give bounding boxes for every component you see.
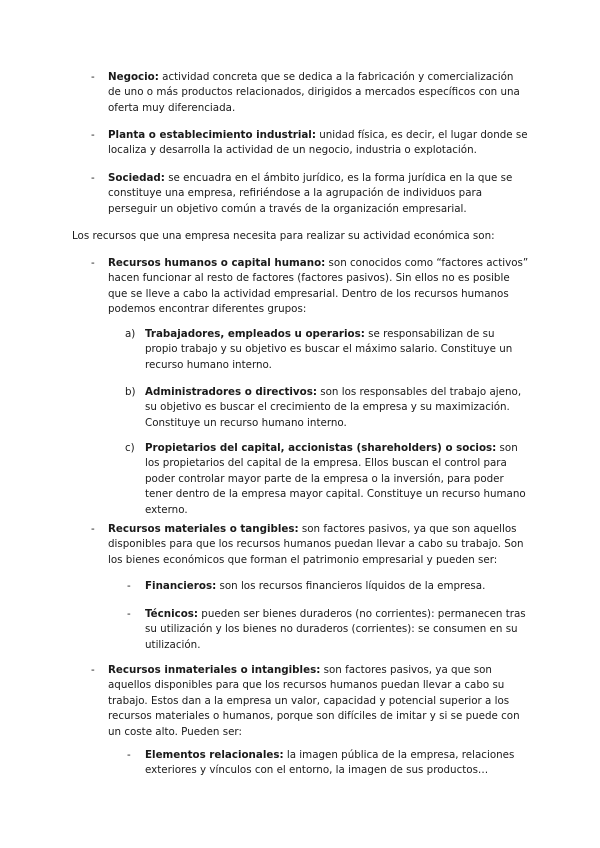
- subgroup-item: [125, 441, 530, 518]
- description: son conocidos como “factores activos” hacen funcionar al resto de factores (factores pasivos). Sin ellos no es posible que se lleve a cabo la actividad empresarial. Dentro de los recursos humanos podemos encontrar diferentes grupos:: [108, 257, 529, 316]
- resource-item-human: [91, 256, 530, 318]
- subtype-item: [127, 748, 530, 779]
- description: son los propietarios del capital de la empresa. Ellos buscan el control para poder controlar mayor parte de la empresa o la inversión, para poder tener dentro de la empresa mayor capital. Constituye un recurso humano externo.: [145, 442, 526, 516]
- list-marker: b): [125, 386, 136, 398]
- description: se responsabilizan de su propio trabajo y su objetivo es buscar el máximo salario. Constituye un recurso humano interno.: [145, 328, 513, 371]
- description: pueden ser bienes duraderos (no corrientes): permanecen tras su utilización y los bienes no duraderos (corrientes): se consumen en su utilización.: [145, 608, 526, 651]
- description: son factores pasivos, ya que son aquellos disponibles para que los recursos humanos puedan llevar a cabo su trabajo. Son los bienes económicos que forman el patrimonio empresarial y pueden ser:: [108, 523, 524, 566]
- description: actividad concreta que se dedica a la fabricación y comercialización de uno o más productos relacionados, dirigidos a mercados específicos con una oferta muy diferenciada.: [108, 71, 520, 114]
- resource-text: [108, 663, 530, 740]
- term: Sociedad:: [108, 172, 165, 184]
- description: la imagen pública de la empresa, relaciones exteriores y vínculos con el entorno, la imagen de sus productos…: [145, 749, 515, 777]
- list-marker: -: [91, 71, 95, 83]
- list-marker: -: [127, 749, 131, 761]
- term: Elementos relacionales:: [145, 749, 284, 761]
- subtype-text: [145, 748, 530, 779]
- term: Recursos inmateriales o intangibles:: [108, 664, 321, 676]
- resource-text: [108, 256, 530, 318]
- description: se encuadra en el ámbito jurídico, es la forma jurídica en la que se constituye una empresa, refiriéndose a la agrupación de individuos para perseguir un objetivo común a través de la organización empresarial.: [108, 172, 513, 215]
- subgroup-item: [125, 327, 530, 373]
- definition-text: [108, 128, 528, 159]
- term: Propietarios del capital, accionistas (shareholders) o socios:: [145, 442, 497, 454]
- term: Planta o establecimiento industrial:: [108, 129, 316, 141]
- list-marker: -: [91, 257, 95, 269]
- term: Técnicos:: [145, 608, 199, 620]
- list-marker: -: [91, 664, 95, 676]
- term: Administradores o directivos:: [145, 386, 317, 398]
- term: Financieros:: [145, 580, 217, 592]
- subtype-item: [127, 579, 530, 594]
- definition-text: [108, 70, 528, 116]
- definition-item: [91, 70, 528, 116]
- description: son factores pasivos, ya que son aquellos disponibles para que los recursos humanos puedan llevar a cabo su trabajo. Estos dan a la empresa un valor, capacidad y potencial superior a los recursos materiales o humanos, porque son difíciles de imitar y si se puede con un coste alto. Pueden ser:: [108, 664, 520, 738]
- subtype-text: [145, 579, 530, 594]
- subtype-text: [145, 607, 530, 653]
- resource-item-material: [91, 522, 530, 568]
- list-marker: -: [91, 523, 95, 535]
- definition-item: [91, 128, 528, 159]
- term: Trabajadores, empleados u operarios:: [145, 328, 365, 340]
- intro-paragraph: Los recursos que una empresa necesita para realizar su actividad económica son:: [72, 230, 495, 242]
- list-marker: -: [91, 172, 95, 184]
- resource-item-intangible: [91, 663, 530, 740]
- list-marker: c): [125, 442, 135, 454]
- list-marker: -: [127, 608, 131, 620]
- term: Recursos humanos o capital humano:: [108, 257, 326, 269]
- description: unidad física, es decir, el lugar donde se localiza y desarrolla la actividad de un negocio, industria o explotación.: [108, 129, 528, 157]
- list-marker: -: [91, 129, 95, 141]
- subgroup-text: [145, 327, 530, 373]
- resource-text: [108, 522, 530, 568]
- term: Recursos materiales o tangibles:: [108, 523, 299, 535]
- definition-text: [108, 171, 528, 217]
- definition-item: [91, 171, 528, 217]
- description: son los responsables del trabajo ajeno, su objetivo es buscar el crecimiento de la empresa y su maximización. Constituye un recurso humano interno.: [145, 386, 522, 429]
- subgroup-text: [145, 441, 530, 518]
- term: Negocio:: [108, 71, 159, 83]
- list-marker: a): [125, 328, 136, 340]
- subtype-item: [127, 607, 530, 653]
- description: son los recursos financieros líquidos de la empresa.: [216, 580, 486, 592]
- subgroup-text: [145, 385, 530, 431]
- list-marker: -: [127, 580, 131, 592]
- subgroup-item: [125, 385, 530, 431]
